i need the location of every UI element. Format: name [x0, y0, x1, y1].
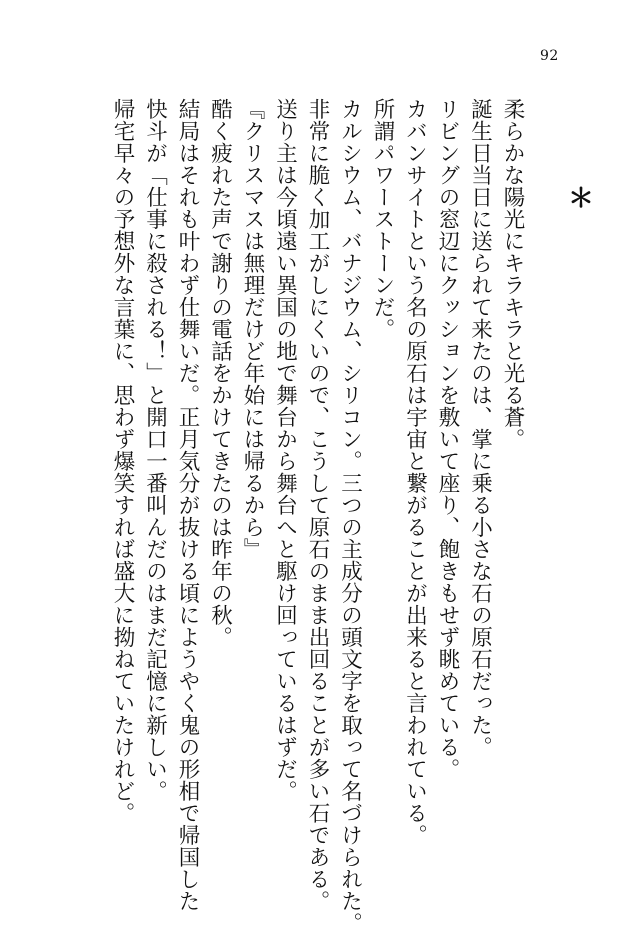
- text-line: リビングの窓辺にクッションを敷いて座り、飽きもせず眺めている。: [435, 98, 460, 780]
- text-line: カルシウム、バナジウム、シリコン。三つの主成分の頭文字を取って名づけられた。: [337, 98, 363, 934]
- vertical-text-body: [106, 98, 575, 934]
- text-line: 快斗が「仕事に殺される！」と開口一番叫んだのはまだ記憶に新しい。: [142, 98, 168, 802]
- text-line: カバンサイトという名の原石は宇宙と繋がることが出来ると言われている。: [402, 98, 428, 846]
- section-gap: [528, 98, 574, 838]
- text-line: 誕生日当日に送られて来たのは、掌に乗る小さな石の原石だった。: [467, 98, 493, 758]
- text-line: 送り主は今頃遠い異国の地で舞台から舞台へと駆け回っているはずだ。: [272, 98, 298, 802]
- text-line: 所謂パワーストーンだ。: [370, 98, 395, 340]
- text-line: 帰宅早々の予想外な言葉に、思わず爆笑すれば盛大に拗ねていたけれど。: [110, 98, 135, 824]
- page-number: 92: [540, 48, 559, 64]
- text-line: 結局はそれも叶わず仕舞いだ。正月気分が抜ける頃にようやく鬼の形相で帰国した: [175, 98, 200, 912]
- text-line: 『クリスマスは無理だけど年始には帰るから』: [240, 98, 265, 560]
- section-separator-asterisk: ＊: [568, 184, 595, 214]
- text-line: 柔らかな陽光にキラキラと光る蒼。: [500, 98, 525, 450]
- text-line: 酷く疲れた声で謝りの電話をかけてきたのは昨年の秋。: [207, 98, 233, 648]
- text-line: 非常に脆く加工がしにくいので、こうして原石のまま出回ることが多い石である。: [305, 98, 330, 912]
